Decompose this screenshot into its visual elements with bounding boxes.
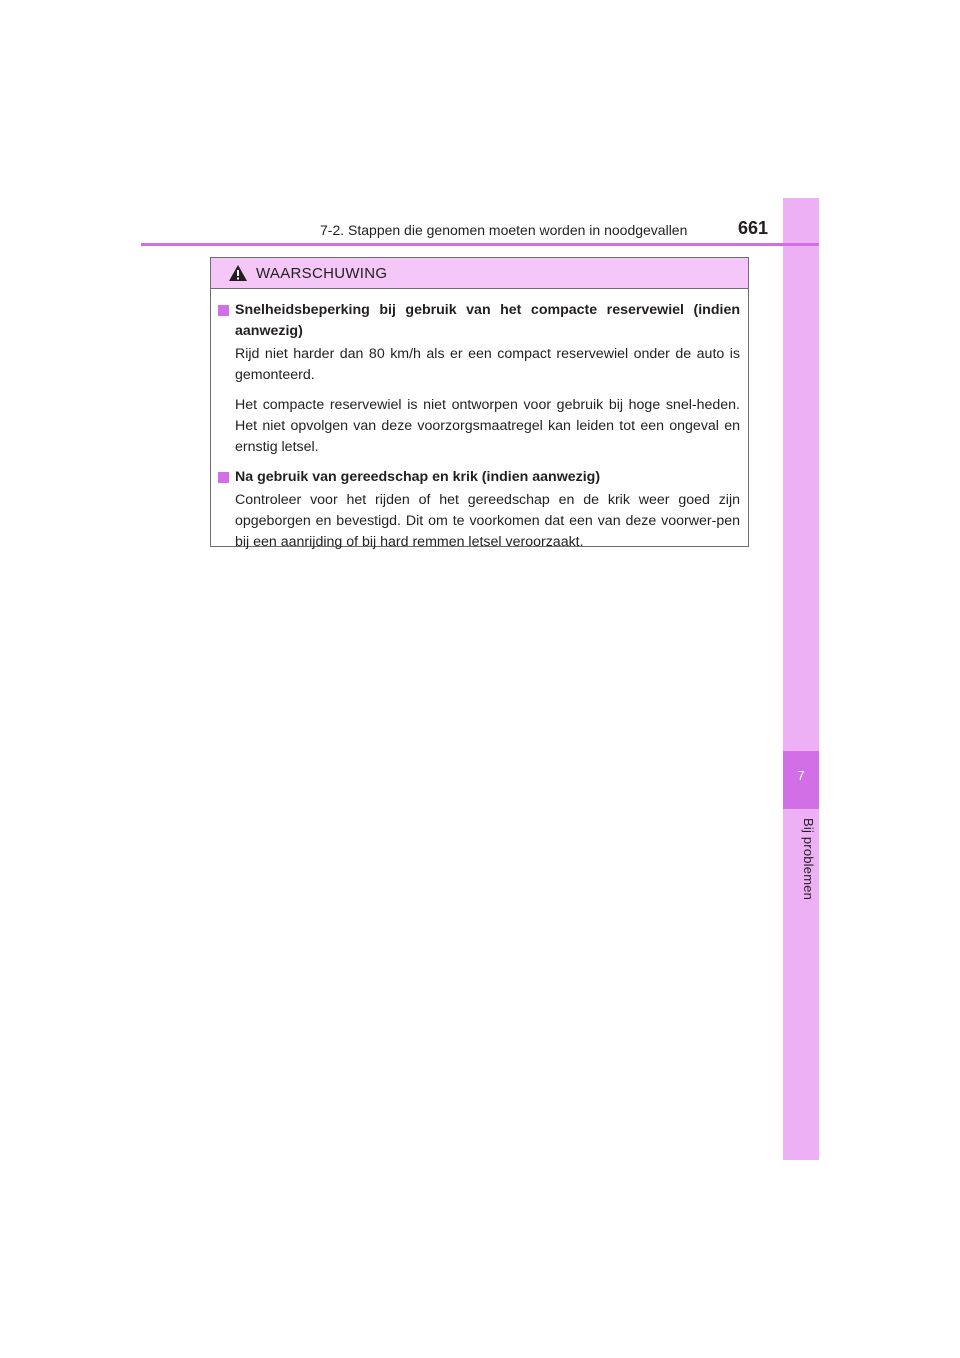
warning-body <box>211 289 748 553</box>
page-number: 661 <box>738 218 769 238</box>
square-bullet-icon <box>218 305 229 316</box>
section-heading-text: Snelheidsbeperking bij gebruik van het compacte reservewiel (indien aanwezig) <box>235 302 740 339</box>
warning-box <box>210 257 749 550</box>
section-heading <box>218 467 740 488</box>
warning-triangle-icon <box>228 264 248 282</box>
paragraph: Het compacte reservewiel is niet ontworpen voor gebruik bij hoge snel-heden. Het niet opvolgen van deze voorzorgsmaatregel kan leiden tot een ongeval en ernstig letsel. <box>235 397 740 455</box>
warning-section <box>218 300 740 458</box>
side-tab <box>783 198 819 1160</box>
chapter-label: Bij problemen <box>801 818 816 901</box>
warning-title: WAARSCHUWING <box>256 264 388 282</box>
paragraph: Controleer voor het rijden of het gereedschap en de krik weer goed zijn opgeborgen en bevestigd. Dit om te voorkomen dat een van deze voorwer-pen bij een aanrijding of bij hard remmen letsel veroorzaakt. <box>235 492 740 550</box>
warning-section <box>218 467 740 553</box>
header-rule <box>141 243 819 246</box>
paragraph: Rijd niet harder dan 80 km/h als er een compact reservewiel onder de auto is gemonteerd. <box>235 346 740 383</box>
section-title: 7-2. Stappen die genomen moeten worden in noodgevallen <box>320 222 688 238</box>
chapter-number: 7 <box>797 768 805 783</box>
square-bullet-icon <box>218 472 229 483</box>
section-heading-text: Na gebruik van gereedschap en krik (indien aanwezig) <box>235 469 601 485</box>
section-heading <box>218 300 740 342</box>
warning-header <box>211 258 748 289</box>
